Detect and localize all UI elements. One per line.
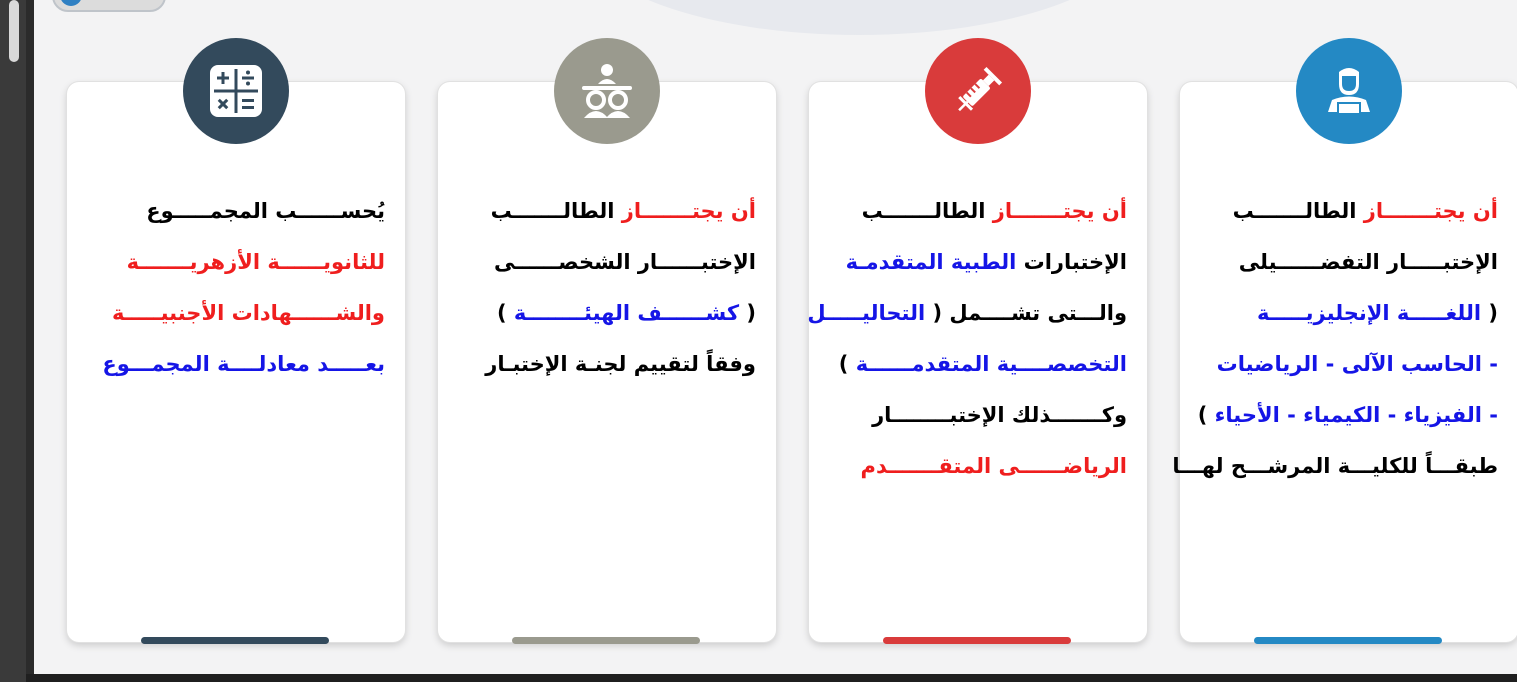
card-line <box>456 288 756 339</box>
card-line <box>1198 288 1498 339</box>
requirement-card-personal-test <box>438 82 776 642</box>
calculator-icon <box>183 38 289 144</box>
text-black: الإختبــــــار الشخصــــــى <box>493 250 756 274</box>
card-line <box>456 237 756 288</box>
requirement-card-preferential-test <box>1172 82 1517 642</box>
highlight-blue: التخصصــــية المتقدمــــــة <box>855 352 1127 376</box>
syringe-icon <box>925 38 1031 144</box>
highlight-red: أن يجتـــــــاز <box>621 199 756 223</box>
interview-panel-icon <box>554 38 660 144</box>
card-line <box>1198 339 1498 390</box>
card-line <box>827 339 1127 390</box>
card-line <box>85 237 385 288</box>
text-black: طبقـــاً للكليـــة المرشـــح لهـــا <box>1172 454 1498 478</box>
card-line <box>85 288 385 339</box>
nav-dot-icon <box>60 0 82 6</box>
card-line <box>827 390 1127 441</box>
highlight-blue: بعـــــد معادلــــة المجمـــوع <box>102 352 385 376</box>
highlight-red: الرياضــــــى المتقـــــــدم <box>860 454 1127 478</box>
highlight-red: أن يجتـــــــاز <box>992 199 1127 223</box>
requirement-card-total-score <box>67 82 405 642</box>
highlight-red: للثانويــــــة الأزهريـــــــة <box>126 250 385 274</box>
text-black: الطالـــــــب <box>490 199 622 223</box>
bracket: ( <box>739 301 756 325</box>
student-computer-icon <box>1296 38 1402 144</box>
card-line <box>1198 186 1498 237</box>
bracket: ) <box>1197 403 1215 427</box>
text-black: الإختبـــــار التفضــــــيلى <box>1238 250 1498 274</box>
content-area <box>34 0 1517 674</box>
card-line <box>85 339 385 390</box>
text-black: والـــتى تشــــمل ( <box>925 301 1127 325</box>
text-black: وفقاً لتقييم لجنـة الإختبـار <box>485 352 756 376</box>
top-nav-button[interactable] <box>52 0 166 12</box>
header-arc-decoration <box>579 0 1139 35</box>
highlight-blue: - الفيزياء - الكيمياء - الأحياء <box>1214 403 1498 427</box>
card-text <box>807 186 1127 492</box>
text-black: الطالـــــــب <box>861 199 993 223</box>
card-line <box>456 186 756 237</box>
card-line <box>807 288 1127 339</box>
bracket: ( <box>1481 301 1498 325</box>
card-line <box>827 441 1127 492</box>
requirement-card-medical-tests <box>809 82 1147 642</box>
highlight-blue: اللغـــــة الإنجليزيـــــة <box>1257 301 1482 325</box>
card-line <box>456 339 756 390</box>
highlight-blue: الطبية المتقدمـة <box>845 250 1017 274</box>
card-accent-bar <box>1254 637 1442 644</box>
bracket: ) <box>496 301 514 325</box>
card-line <box>1172 441 1498 492</box>
bracket: ) <box>838 352 856 376</box>
highlight-blue: - الحاسب الآلى - الرياضيات <box>1216 352 1498 376</box>
card-line <box>1198 237 1498 288</box>
card-line <box>1198 390 1498 441</box>
text-black: وكـــــــذلك الإختبــــــــار <box>872 403 1127 427</box>
highlight-red: أن يجتـــــــاز <box>1363 199 1498 223</box>
text-black: يُحســــــب المجمـــــوع <box>146 199 385 223</box>
card-accent-bar <box>512 637 700 644</box>
card-text <box>456 186 756 390</box>
card-accent-bar <box>883 637 1071 644</box>
card-text <box>1172 186 1498 492</box>
highlight-blue: كشــــــف الهيئــــــــة <box>513 301 740 325</box>
bottom-border <box>26 674 1517 682</box>
card-line <box>827 237 1127 288</box>
highlight-blue: التحاليـــــل <box>807 301 926 325</box>
vertical-scrollbar[interactable] <box>0 0 26 682</box>
highlight-red: والشــــــهادات الأجنبيـــــة <box>111 301 385 325</box>
card-text <box>85 186 385 390</box>
card-line <box>85 186 385 237</box>
card-accent-bar <box>141 637 329 644</box>
scrollbar-thumb[interactable] <box>9 0 19 62</box>
text-black: الإختبارات <box>1016 250 1127 274</box>
card-line <box>827 186 1127 237</box>
text-black: الطالـــــــب <box>1232 199 1364 223</box>
